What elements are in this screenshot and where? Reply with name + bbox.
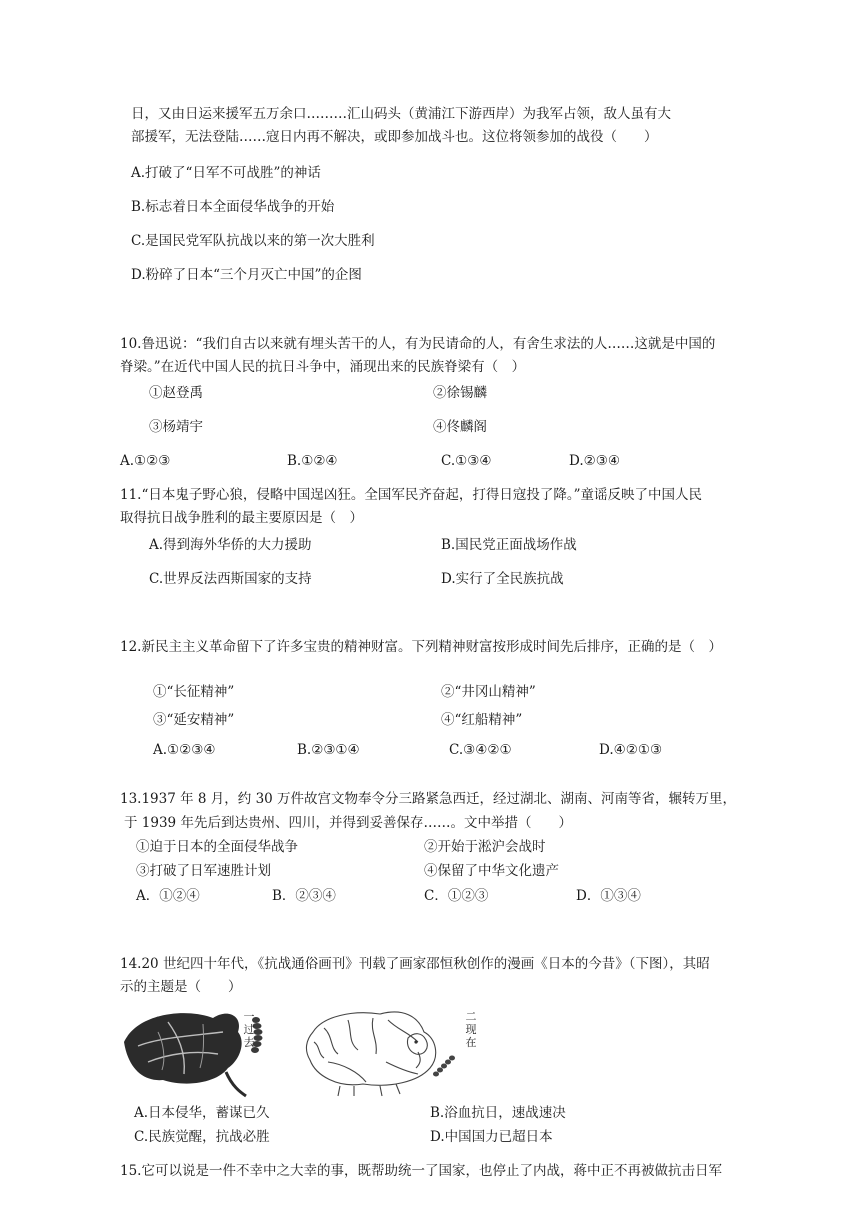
q13-stem-line2: 于 1939 年先后到达贵州、四川，并得到妥善保存……。文中举措（ ）	[124, 815, 572, 831]
q10-item-4: ④佟麟阁	[433, 419, 487, 435]
q12-item-2: ②“井冈山精神”	[441, 684, 536, 700]
q14-stem-line1: 14.20 世纪四十年代，《抗战通俗画刊》刊载了画家邵恒秋创作的漫画《日本的今昔》（下图），其昭	[120, 956, 710, 972]
q10-item-3: ③杨靖宇	[149, 419, 203, 435]
q14-stem-line2: 示的主题是（ ）	[120, 979, 242, 995]
q13-option-b: B．②③④	[272, 888, 336, 904]
q11-option-a: A.得到海外华侨的大力援助	[149, 537, 312, 553]
q12-option-c: C.③④②①	[449, 742, 512, 758]
q13-option-a: A．①②④	[136, 888, 200, 904]
q13-item-1: ①迫于日本的全面侵华战争	[136, 839, 298, 855]
q10-option-a: A.①②③	[120, 453, 171, 469]
q12-item-1: ①“长征精神”	[153, 684, 235, 700]
q10-stem-line1: 10.鲁迅说：“我们自古以来就有埋头苦干的人，有为民请命的人，有舍生求法的人……这就是中国的	[120, 336, 716, 352]
q9-stem-line1: 日，又由日运来援军五万余口………汇山码头（黄浦江下游西岸）为我军占领，敌人虽有大	[131, 106, 671, 122]
q10-item-1: ①赵登禹	[149, 385, 203, 401]
cartoon-label-past: 一过去	[243, 1010, 255, 1049]
q12-stem-line1: 12.新民主主义革命留下了许多宝贵的精神财富。下列精神财富按形成时间先后排序，正确的是（ ）	[120, 639, 722, 655]
q13-item-4: ④保留了中华文化遗产	[424, 863, 559, 879]
q9-option-b: B.标志着日本全面侵华战争的开始	[131, 199, 335, 215]
cartoon-illustration	[118, 1002, 488, 1098]
q11-option-d: D.实行了全民族抗战	[441, 571, 564, 587]
q11-option-b: B.国民党正面战场作战	[441, 537, 577, 553]
q11-option-c: C.世界反法西斯国家的支持	[149, 571, 312, 587]
q9-option-c: C.是国民党军队抗战以来的第一次大胜利	[131, 233, 375, 249]
q10-option-c: C.①③④	[441, 453, 492, 469]
q11-stem-line2: 取得抗日战争胜利的最主要原因是（ ）	[120, 510, 363, 526]
q12-option-b: B.②③①④	[297, 742, 360, 758]
cartoon-japan-past-present	[118, 1002, 488, 1098]
q13-option-d: D．①③④	[576, 888, 641, 904]
q12-option-d: D.④②①③	[599, 742, 663, 758]
q12-item-3: ③“延安精神”	[153, 712, 235, 728]
q9-option-d: D.粉碎了日本“三个月灭亡中国”的企图	[131, 267, 362, 283]
q12-item-4: ④“红船精神”	[441, 712, 523, 728]
q13-item-3: ③打破了日军速胜计划	[136, 863, 271, 879]
q13-stem-line1: 13.1937 年 8 月，约 30 万件故宫文物奉令分三路紧急西迁，经过湖北、湖南、河南等省，辗转万里，	[120, 791, 737, 807]
q14-option-a: A.日本侵华，蓄谋已久	[134, 1105, 270, 1121]
q15-stem-line1: 15.它可以说是一件不幸中之大幸的事，既帮助统一了国家，也停止了内战，蒋中正不再被做抗击日军	[120, 1163, 722, 1179]
q13-item-2: ②开始于淞沪会战时	[424, 839, 546, 855]
q10-option-b: B.①②④	[287, 453, 338, 469]
q13-option-c: C．①②③	[424, 888, 489, 904]
q14-option-c: C.民族觉醒，抗战必胜	[134, 1129, 270, 1145]
q10-stem-line2: 脊梁。”在近代中国人民的抗日斗争中，涌现出来的民族脊梁有（ ）	[120, 359, 526, 375]
q10-option-d: D.②③④	[569, 453, 620, 469]
q12-option-a: A.①②③④	[153, 742, 216, 758]
cartoon-label-now: 二现在	[465, 1010, 477, 1049]
q14-option-b: B.浴血抗日，速战速决	[430, 1105, 566, 1121]
q9-stem-line2: 部援军，无法登陆……寇日内再不解决，或即参加战斗也。这位将领参加的战役（ ）	[131, 129, 658, 145]
q11-stem-line1: 11.“日本鬼子野心狼，侵略中国逞凶狂。全国军民齐奋起，打得日寇投了降。”童谣反映了中国人民	[120, 487, 703, 503]
q9-option-a: A.打破了“日军不可战胜”的神话	[131, 165, 321, 181]
q14-option-d: D.中国国力已超日本	[430, 1129, 553, 1145]
q10-item-2: ②徐锡麟	[433, 385, 487, 401]
